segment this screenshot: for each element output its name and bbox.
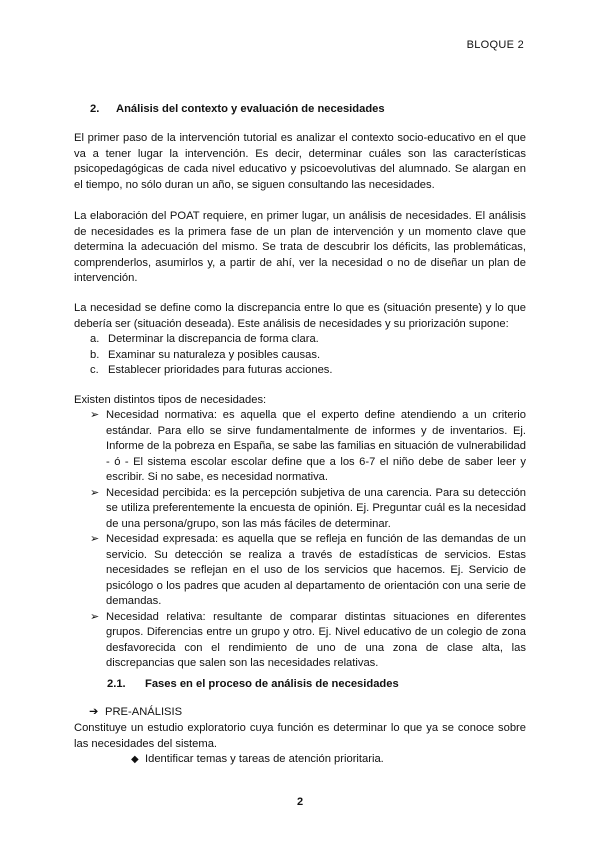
list-item	[90, 408, 526, 486]
type-normativa: Necesidad normativa: es aquella que el experto define atendiendo a un criterio estándar. Para ello se sirve fundamentalmente de informes y de inventarios. Ej. Informe de la pobreza en España, se sabe las familias en situación de vulnerabilidad - ó - El sistema escolar escolar define que a los 6-7 el niño debe de saber leer y escribir. Si no sabe, es necesidad normativa.	[106, 409, 526, 483]
list-marker: c.	[90, 364, 99, 376]
list-marker: b.	[90, 348, 100, 361]
list-item	[90, 486, 526, 533]
paragraph-necesidad: La necesidad se define como la discrepancia entre lo que es (situación presente) y lo que debería ser (situación deseada). Este análisis de necesidades y su priorización supone:	[74, 302, 526, 330]
section-heading	[90, 102, 385, 118]
list-item-text: Examinar su naturaleza y posibles causas.	[108, 348, 321, 361]
arrow-bullet-icon: ➢	[90, 409, 100, 421]
list-item	[90, 532, 526, 610]
paragraph-poat: La elaboración del POAT requiere, en primer lugar, un análisis de necesidades. El análisis de necesidades es la primera fase de un plan de intervención y un momento clave que determina la adecuación del mismo. Se trata de descubrir los déficits, las problemáticas, comprenderlos, asumirlos y, a partir de ahí, ver la necesidad o no de diseñar un plan de intervención.	[74, 210, 526, 284]
pre-analisis-label: PRE-ANÁLISIS	[105, 706, 183, 718]
subsection-heading	[107, 677, 399, 693]
list-item	[90, 332, 526, 348]
arrow-bullet-icon: ➢	[90, 610, 100, 623]
diamond-item	[131, 752, 384, 768]
type-expresada: Necesidad expresada: es aquella que se refleja en función de las demandas de un servicio. Su detección se realiza a través de estadísticas de servicios. Estas necesidades se reflejan en el uso de los servicios que hacemos. Ej. Servicio de psicólogo o los padres que acuden al departamento de orientación con una serie de demandas.	[106, 533, 526, 607]
type-relativa: Necesidad relativa: resultante de comparar distintas situaciones en diferentes grupos. Diferencias entre un grupo y otro. Ej. Nivel educativo de un colegio de zona desfavorecida con el rendimiento de uno de una zona de clase alta, las discrepancias que salen son las necesidades relativas.	[106, 610, 526, 669]
list-item	[90, 348, 526, 364]
type-percibida: Necesidad percibida: es la percepción subjetiva de una carencia. Para su detección se utiliza preferentemente la encuesta de opinión. Ej. Preguntar cuál es la necesidad de una persona/grupo, son las más fáciles de determinar.	[106, 486, 526, 530]
section-number: 2.	[90, 103, 100, 115]
diamond-item-text: Identificar temas y tareas de atención prioritaria.	[145, 753, 384, 765]
types-intro: Existen distintos tipos de necesidades:	[74, 394, 267, 406]
subsection-title: Fases en el proceso de análisis de necesidades	[145, 678, 399, 690]
page-number: 2	[296, 796, 304, 808]
paragraph-intro: El primer paso de la intervención tutorial es analizar el contexto socio-educativo en el que va a tener lugar la intervención. Es decir, determinar cuáles son las características psicopedagógicas de cada nivel educativo y psicoevolutivas del alumnado. Se alargan en el tiempo, no sólo duran un año, se siguen consultando las necesidades.	[74, 132, 526, 191]
right-arrow-icon: ➔	[89, 706, 99, 718]
types-list	[90, 408, 526, 672]
list-item-text: Establecer prioridades para futuras acciones.	[108, 364, 333, 376]
list-item	[90, 363, 526, 379]
list-item	[90, 610, 526, 672]
arrow-bullet-icon: ➢	[90, 533, 100, 545]
subsection-number: 2.1.	[107, 678, 126, 690]
diamond-bullet-icon: ◆	[131, 754, 139, 765]
list-item-text: Determinar la discrepancia de forma clara.	[108, 333, 319, 345]
section-title: Análisis del contexto y evaluación de necesidades	[116, 103, 385, 115]
pre-analisis-item	[89, 705, 182, 721]
list-marker: a.	[90, 333, 100, 345]
pre-analisis-paragraph: Constituye un estudio exploratorio cuya función es determinar lo que ya se conoce sobre las necesidades del sistema.	[74, 722, 526, 750]
running-header: BLOQUE 2	[466, 39, 524, 51]
alpha-list	[90, 332, 526, 379]
arrow-bullet-icon: ➢	[90, 486, 100, 499]
